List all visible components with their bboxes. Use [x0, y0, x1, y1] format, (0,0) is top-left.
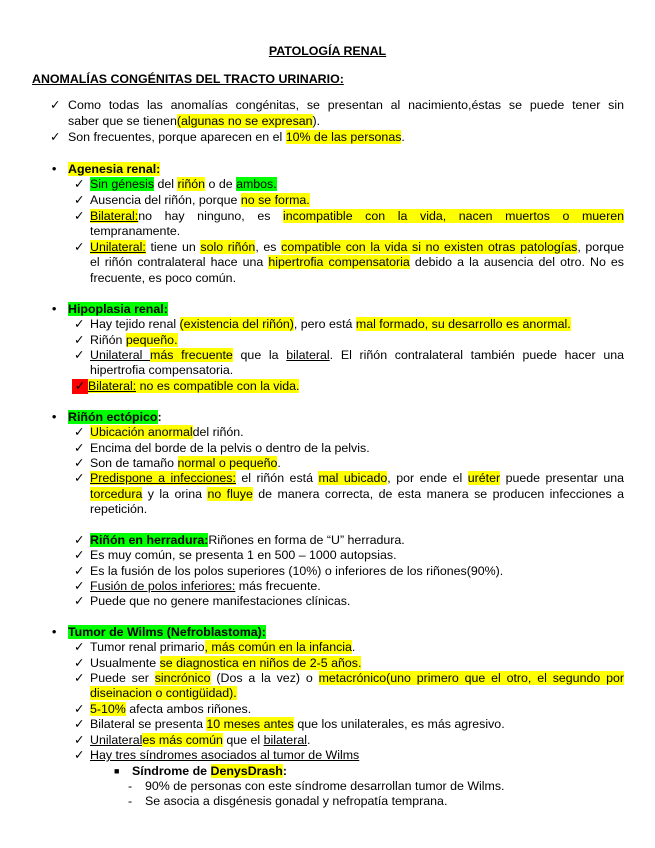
herradura-item-5: Puede que no genere manifestaciones clínicas.: [90, 594, 351, 608]
ectopico-item-4c: repetición.: [90, 502, 148, 516]
denys-drash-item-2: Se asocia a disgénesis gonadal y nefropatía temprana.: [145, 794, 448, 808]
agenesia-item-4b: el riñón contralateral hace una hipertrofia compensatoria debido a la ausencia del otro. No es: [90, 255, 625, 269]
agenesia-item-1: Sin génesis del riñón o de ambos.: [90, 177, 277, 191]
herradura-item-3: Es la fusión de los polos superiores (10%) o inferiores de los riñones(90%).: [90, 564, 504, 578]
check-icon: ✓: [50, 98, 61, 112]
ectopico-item-4: Predispone a infecciones: el riñón está mal ubicado, por ende el uréter puede presentar una: [90, 471, 624, 485]
bullet-icon: •: [52, 410, 57, 424]
agenesia-item-2: Ausencia del riñón, porque no se forma.: [90, 193, 310, 207]
ectopico-item-2: Encima del borde de la pelvis o dentro de la pelvis.: [90, 441, 370, 455]
check-icon: ✓: [74, 348, 85, 362]
check-icon: ✓: [72, 379, 88, 394]
hipoplasia-item-2: Riñón pequeño.: [90, 333, 178, 347]
check-icon: ✓: [74, 671, 85, 685]
herradura-item-2: Es muy común, se presenta 1 en 500 – 1000 autopsias.: [90, 548, 397, 562]
check-icon: ✓: [74, 564, 85, 578]
herradura-item-1: Riñón en herradura:Riñones en forma de “U” herradura.: [90, 533, 405, 547]
wilms-item-6: Unilaterales más común que el bilateral.: [90, 733, 311, 747]
document-title: PATOLOGÍA RENAL: [268, 44, 387, 58]
wilms-item-4: 5-10% afecta ambos riñones.: [90, 702, 252, 716]
agenesia-item-3: Bilateral:no hay ninguno, es incompatible con la vida, nacen muertos o mueren: [90, 209, 624, 223]
check-icon: ✓: [74, 702, 85, 716]
agenesia-item-4: Unilateral: tiene un solo riñón, es compatible con la vida si no existen otras patologías, porque: [90, 240, 624, 254]
section-subtitle: ANOMALÍAS CONGÉNITAS DEL TRACTO URINARIO:: [32, 72, 344, 86]
check-icon: ✓: [74, 209, 85, 223]
hipoplasia-item-4: Bilateral: no es compatible con la vida.: [88, 379, 300, 393]
bullet-icon: •: [52, 302, 57, 316]
wilms-item-3b: diseinacion o contigüidad).: [90, 686, 237, 700]
intro-line-1b: saber que se tienen(algunas no se expresan).: [68, 114, 321, 128]
square-bullet-icon: ■: [114, 766, 120, 776]
dash-icon: -: [128, 779, 133, 793]
intro-line-1: Como todas las anomalías congénitas, se presentan al nacimiento,éstas se puede tener sin: [68, 98, 624, 112]
denys-drash-heading: Síndrome de DenysDrash:: [132, 764, 287, 778]
ectopico-heading: Riñón ectópico:: [68, 410, 162, 424]
herradura-item-4: Fusión de polos inferiores: más frecuente.: [90, 579, 321, 593]
check-icon: ✓: [74, 533, 85, 547]
check-icon: ✓: [74, 193, 85, 207]
hipoplasia-item-1: Hay tejido renal (existencia del riñón), pero está mal formado, su desarrollo es anormal.: [90, 317, 571, 331]
check-icon: ✓: [74, 717, 85, 731]
agenesia-item-4c: frecuente, es poco común.: [90, 271, 237, 285]
check-icon: ✓: [74, 748, 85, 762]
check-icon: ✓: [74, 733, 85, 747]
ectopico-item-1: Ubicación anormaldel riñón.: [90, 425, 244, 439]
check-icon: ✓: [74, 425, 85, 439]
bullet-icon: •: [52, 625, 57, 639]
hipoplasia-heading: Hipoplasia renal:: [68, 302, 168, 316]
ectopico-item-3: Son de tamaño normal o pequeño.: [90, 456, 281, 470]
check-icon: ✓: [74, 471, 85, 485]
ectopico-item-4b: torcedura y la orina no fluye de manera correcta, de esta manera se producen infecciones a: [90, 487, 624, 501]
denys-drash-item-1: 90% de personas con este síndrome desarrollan tumor de Wilms.: [145, 779, 505, 793]
agenesia-heading: Agenesia renal:: [68, 162, 161, 176]
check-icon: ✓: [50, 130, 61, 144]
check-icon: ✓: [74, 177, 85, 191]
check-icon: ✓: [74, 441, 85, 455]
dash-icon: -: [128, 794, 133, 808]
hipoplasia-item-3: Unilateral más frecuente que la bilateral. El riñón contralateral también puede hacer una: [90, 348, 624, 362]
check-icon: ✓: [74, 579, 85, 593]
wilms-item-7: Hay tres síndromes asociados al tumor de Wilms: [90, 748, 360, 762]
check-icon: ✓: [74, 594, 85, 608]
wilms-item-1: Tumor renal primario, más común en la infancia.: [90, 640, 356, 654]
wilms-item-2: Usualmente se diagnostica en niños de 2-5 años.: [90, 656, 362, 670]
check-icon: ✓: [74, 656, 85, 670]
bullet-icon: •: [52, 162, 57, 176]
check-icon: ✓: [74, 317, 85, 331]
check-icon: ✓: [74, 456, 85, 470]
check-icon: ✓: [74, 640, 85, 654]
check-icon: ✓: [74, 240, 85, 254]
wilms-item-5: Bilateral se presenta 10 meses antes que los unilaterales, es más agresivo.: [90, 717, 505, 731]
agenesia-item-3b: tempranamente.: [90, 224, 181, 238]
intro-line-2: Son frecuentes, porque aparecen en el 10% de las personas.: [68, 130, 405, 144]
check-icon: ✓: [74, 548, 85, 562]
check-icon: ✓: [74, 333, 85, 347]
wilms-item-3: Puede ser sincrónico (Dos a la vez) o metacrónico(uno primero que el otro, el segundo por: [90, 671, 624, 685]
wilms-heading: Tumor de Wilms (Nefroblastoma):: [68, 625, 266, 639]
hipoplasia-item-3b: hipertrofia compensatoria.: [90, 363, 234, 377]
